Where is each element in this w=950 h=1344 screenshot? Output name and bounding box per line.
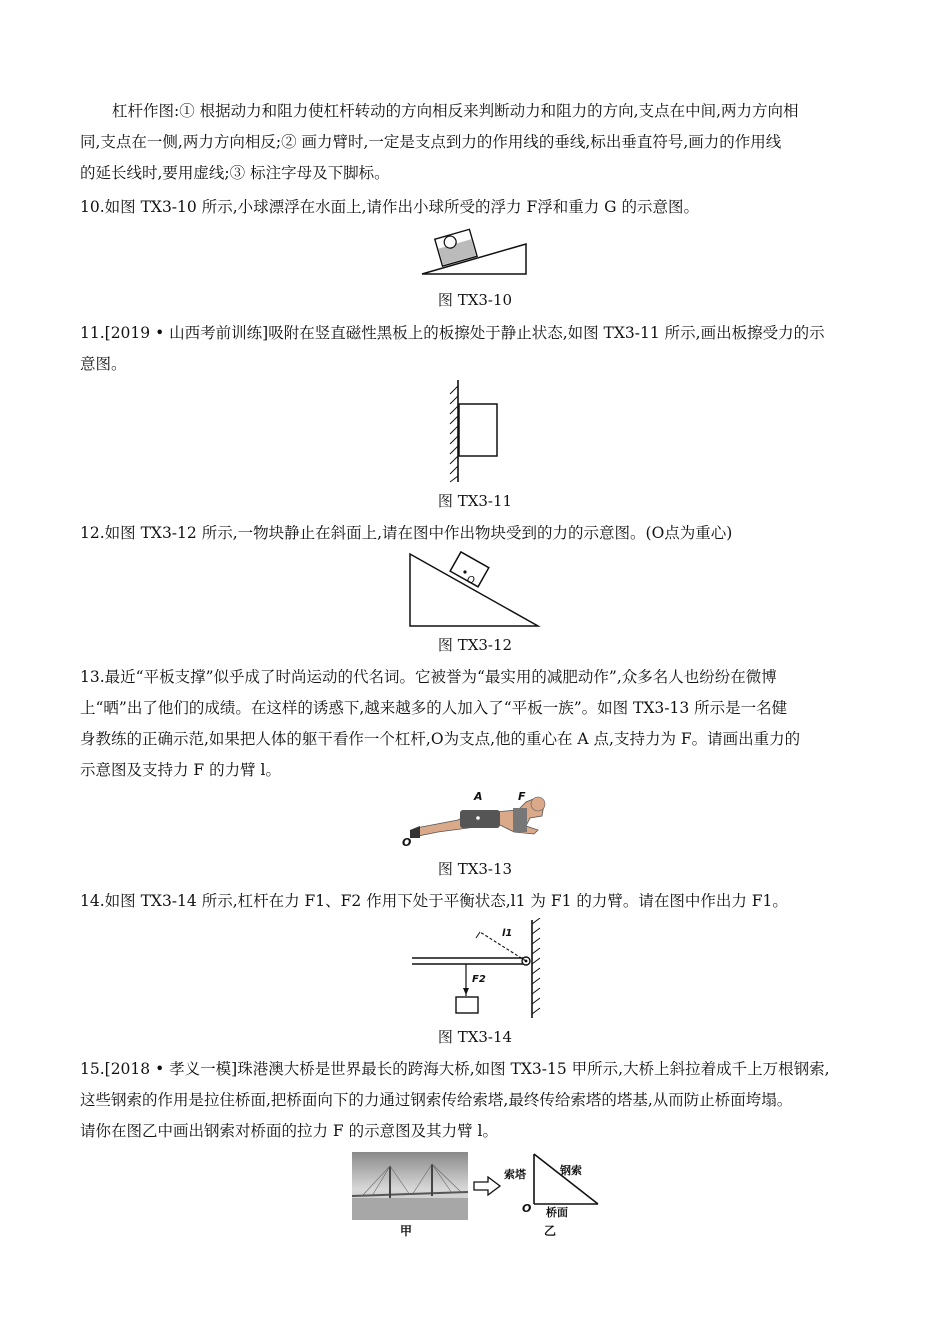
question-12: 12.如图 TX3-12 所示,一物块静止在斜面上,请在图中作出物块受到的力的示意图。(O点为重心) (80, 524, 733, 542)
label-jia: 甲 (400, 1224, 413, 1238)
bridge-photo-jia (352, 1152, 468, 1220)
question-14: 14.如图 TX3-14 所示,杠杆在力 F1、F2 作用下处于平衡状态,l1 为 F1 的力臂。请在图中作出力 F1。 (80, 892, 788, 910)
question-13-line-3: 身教练的正确示范,如果把人体的躯干看作一个杠杆,O为支点,他的重心在 A 点,支持力为 F。请画出重力的 (80, 730, 801, 748)
figure-tx3-14 (408, 918, 550, 1022)
perpendicular-mark (476, 932, 480, 938)
label-f: F (518, 790, 526, 803)
label-tower: 索塔 (504, 1168, 526, 1181)
caption-tx3-13: 图 TX3-13 (437, 860, 513, 878)
cable-line (534, 1154, 598, 1204)
center-of-gravity-dot (463, 570, 466, 573)
question-11-line-1: 11.[2019 • 山西考前训练]吸附在竖直磁性黑板上的板擦处于静止状态,如图 TX3-11 所示,画出板擦受力的示 (80, 324, 825, 342)
question-15-line-3: 请你在图乙中画出钢索对桥面的拉力 F 的示意图及其力臂 l。 (80, 1122, 498, 1140)
caption-tx3-12: 图 TX3-12 (437, 636, 513, 654)
hanging-weight (456, 997, 478, 1013)
intro-line-1: 杠杆作图:① 根据动力和阻力使杠杆转动的方向相反来判断动力和阻力的方向,支点在中间,两力方向相 (112, 102, 799, 120)
label-yi: 乙 (544, 1224, 557, 1238)
figure-tx3-12 (406, 550, 544, 630)
question-15-line-1: 15.[2018 • 孝义一模]珠港澳大桥是世界最长的跨海大桥,如图 TX3-15 甲所示,大桥上斜拉着成千上万根钢索, (80, 1060, 830, 1078)
figure-tx3-10 (420, 226, 530, 278)
question-13-line-1: 13.最近“平板支撑”似乎成了时尚运动的代名词。它被誉为“最实用的减肥动作”,众多名人也纷纷在微博 (80, 668, 777, 686)
caption-tx3-11: 图 TX3-11 (437, 492, 513, 510)
question-10: 10.如图 TX3-10 所示,小球漂浮在水面上,请作出小球所受的浮力 F浮和重力 G 的示意图。 (80, 198, 699, 216)
figure-tx3-11 (444, 378, 504, 484)
label-f2: F2 (472, 974, 486, 985)
figure-bridge-diagram-yi (502, 1150, 602, 1222)
caption-tx3-10: 图 TX3-10 (437, 291, 513, 309)
figure-tx3-13-plank (398, 786, 558, 852)
intro-line-3: 的延长线时,要用虚线;③ 标注字母及下脚标。 (80, 164, 390, 182)
label-o: O (522, 1202, 532, 1215)
arrow-to-diagram-icon (472, 1176, 502, 1196)
question-13-line-2: 上“晒”出了他们的成绩。在这样的诱惑下,越来越多的人加入了“平板一族”。如图 TX3-13 所示是一名健 (80, 699, 788, 717)
question-15-line-2: 这些钢索的作用是拉住桥面,把桥面向下的力通过钢索传给索塔,最终传给索塔的塔基,从而防止桥面垮塌。 (80, 1091, 793, 1109)
label-o: O (467, 575, 475, 586)
question-11-line-2: 意图。 (80, 355, 127, 373)
question-13-line-4: 示意图及支持力 F 的力臂 l。 (80, 761, 281, 779)
label-a: A (474, 790, 483, 803)
wall-hatching (450, 386, 458, 482)
eraser-block (459, 404, 497, 456)
label-o: O (402, 836, 412, 849)
label-cable: 钢索 (560, 1164, 582, 1177)
center-of-mass-dot (476, 816, 480, 820)
intro-line-2: 同,支点在一侧,两力方向相反;② 画力臂时,一定是支点到力的作用线的垂线,标出垂直符号,画力的作用线 (80, 133, 782, 151)
caption-tx3-14: 图 TX3-14 (437, 1028, 513, 1046)
label-l1: l1 (502, 928, 513, 939)
wall-hatching (532, 918, 540, 1014)
force-f2-arrowhead (463, 988, 469, 995)
label-deck: 桥面 (546, 1206, 568, 1219)
